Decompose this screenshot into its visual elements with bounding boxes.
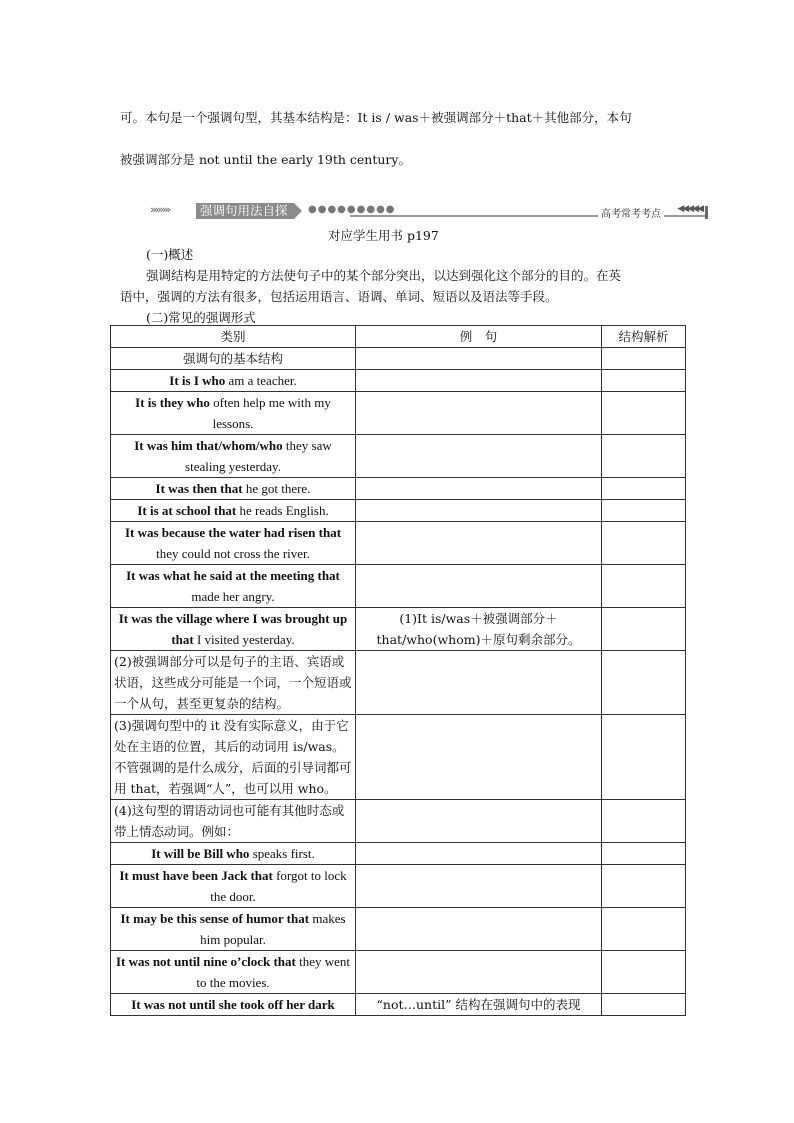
sentence-rest: they went to the movies. xyxy=(196,954,350,990)
cell-example xyxy=(356,843,602,865)
cell-category: 强调句的基本结构 xyxy=(111,348,356,370)
table-row xyxy=(111,994,686,1016)
table-row xyxy=(111,435,686,478)
banner-arrows-icon: ›››››››› xyxy=(150,203,170,216)
banner-end-bar xyxy=(705,206,708,219)
emphasis-frame: It was not until she took off her dark xyxy=(131,997,335,1012)
table-row xyxy=(111,348,686,370)
cell-analysis xyxy=(602,370,686,392)
cell-analysis xyxy=(602,800,686,843)
emphasis-frame: It was then that xyxy=(155,481,243,496)
table-row xyxy=(111,951,686,994)
table-row xyxy=(111,370,686,392)
cell-example: “not…until” 结构在强调句中的表现 xyxy=(356,994,602,1016)
cell-category: (4)这句型的谓语动词也可能有其他时态或带上情态动词。例如： xyxy=(111,800,356,843)
cell-analysis xyxy=(602,908,686,951)
overview-paragraph-2: 语中，强调的方法有很多，包括运用语言、语调、单词、短语以及语法等手段。 xyxy=(120,289,558,304)
cell-analysis xyxy=(602,348,686,370)
cell-analysis xyxy=(602,435,686,478)
sentence-rest: they saw stealing yesterday. xyxy=(185,438,332,474)
header-category: 类别 xyxy=(111,326,356,348)
table-row xyxy=(111,715,686,800)
emphasis-frame: It was what he said at the meeting that xyxy=(126,568,340,583)
emphasis-frame: It is I who xyxy=(169,373,226,388)
sentence-rest: often help me with my lessons. xyxy=(209,395,331,431)
cell-example xyxy=(356,800,602,843)
cell-category xyxy=(111,908,356,951)
intro-line-1: 可。本句是一个强调句型，其基本结构是：It is / was＋被强调部分＋that＋其他部分，本句 xyxy=(120,110,632,125)
table-row xyxy=(111,651,686,715)
page-reference: 对应学生用书 p197 xyxy=(328,228,439,243)
sentence-rest: am a teacher. xyxy=(225,373,297,388)
cell-example xyxy=(356,865,602,908)
cell-category xyxy=(111,435,356,478)
table-row xyxy=(111,565,686,608)
cell-category: (3)强调句型中的 it 没有实际意义，由于它处在主语的位置，其后的动词用 is/was。不管强调的是什么成分，后面的引导词都可用 that，若强调“人”，也可以用 who。 xyxy=(111,715,356,800)
cell-analysis xyxy=(602,715,686,800)
sentence-rest: he got there. xyxy=(242,481,311,496)
overview-title: (一)概述 xyxy=(146,247,194,262)
emphasis-frame: It was the village where I was brought up that xyxy=(118,611,348,647)
cell-example xyxy=(356,951,602,994)
banner-tip: 高考常考考点 xyxy=(598,205,664,220)
sentence-rest: speaks first. xyxy=(249,846,315,861)
cell-analysis xyxy=(602,500,686,522)
cell-analysis xyxy=(602,522,686,565)
sentence-rest: makes him popular. xyxy=(200,911,346,947)
cell-example xyxy=(356,348,602,370)
cell-example xyxy=(356,651,602,715)
emphasis-frame: It is at school that xyxy=(137,503,237,518)
overview-paragraph-1: 强调结构是用特定的方法使句子中的某个部分突出，以达到强化这个部分的目的。在英 xyxy=(146,268,622,283)
table-row xyxy=(111,800,686,843)
cell-category xyxy=(111,843,356,865)
cell-analysis xyxy=(602,994,686,1016)
sentence-rest: forgot to lock the door. xyxy=(210,868,347,904)
cell-category xyxy=(111,478,356,500)
cell-category xyxy=(111,994,356,1016)
emphasis-frame: It must have been Jack that xyxy=(119,868,273,883)
cell-analysis xyxy=(602,565,686,608)
emphasis-forms-table xyxy=(110,325,686,1016)
cell-example xyxy=(356,478,602,500)
table-row xyxy=(111,908,686,951)
cell-category: (2)被强调部分可以是句子的主语、宾语或状语，这些成分可能是一个词，一个短语或一个从句，甚至更复杂的结构。 xyxy=(111,651,356,715)
cell-category xyxy=(111,500,356,522)
cell-example xyxy=(356,565,602,608)
header-analysis: 结构解析 xyxy=(602,326,686,348)
intro-line-2: 被强调部分是 not until the early 19th century。 xyxy=(120,152,411,167)
table-row xyxy=(111,500,686,522)
cell-category xyxy=(111,565,356,608)
cell-example xyxy=(356,715,602,800)
cell-analysis xyxy=(602,951,686,994)
cell-analysis xyxy=(602,478,686,500)
banner-left-arrows-icon: ◀◀◀◀◀ xyxy=(677,204,702,214)
cell-example xyxy=(356,392,602,435)
sentence-rest: made her angry. xyxy=(191,589,275,604)
cell-analysis xyxy=(602,392,686,435)
cell-example xyxy=(356,522,602,565)
emphasis-frame: It will be Bill who xyxy=(151,846,250,861)
emphasis-frame: It is they who xyxy=(135,395,210,410)
table-row xyxy=(111,522,686,565)
cell-category xyxy=(111,608,356,651)
cell-example: (1)It is/was＋被强调部分＋that/who(whom)＋原句剩余部分。 xyxy=(356,608,602,651)
table-row xyxy=(111,865,686,908)
table-row xyxy=(111,478,686,500)
sentence-rest: they could not cross the river. xyxy=(156,546,310,561)
cell-category xyxy=(111,865,356,908)
cell-analysis xyxy=(602,651,686,715)
cell-analysis xyxy=(602,608,686,651)
banner-dots-icon: ●●●●●●●●● xyxy=(308,204,396,215)
table-row xyxy=(111,392,686,435)
cell-example xyxy=(356,435,602,478)
cell-analysis xyxy=(602,865,686,908)
emphasis-frame: It was because the water had risen that xyxy=(124,525,342,540)
section-banner xyxy=(150,203,708,219)
emphasis-frame: It was not until nine o’clock that xyxy=(115,954,296,969)
cell-category xyxy=(111,392,356,435)
table-row xyxy=(111,843,686,865)
emphasis-frame: It may be this sense of humor that xyxy=(120,911,310,926)
cell-analysis xyxy=(602,843,686,865)
cell-category xyxy=(111,370,356,392)
cell-example xyxy=(356,370,602,392)
cell-example xyxy=(356,500,602,522)
forms-title: (二)常见的强调形式 xyxy=(146,310,256,325)
header-example: 例 句 xyxy=(356,326,602,348)
sentence-rest: he reads English. xyxy=(236,503,329,518)
banner-tag: 强调句用法自探 xyxy=(196,203,294,219)
table-row xyxy=(111,608,686,651)
cell-example xyxy=(356,908,602,951)
cell-category xyxy=(111,522,356,565)
sentence-rest: I visited yesterday. xyxy=(193,632,295,647)
emphasis-frame: It was him that/whom/who xyxy=(134,438,283,453)
cell-category xyxy=(111,951,356,994)
table-header-row xyxy=(111,326,686,348)
